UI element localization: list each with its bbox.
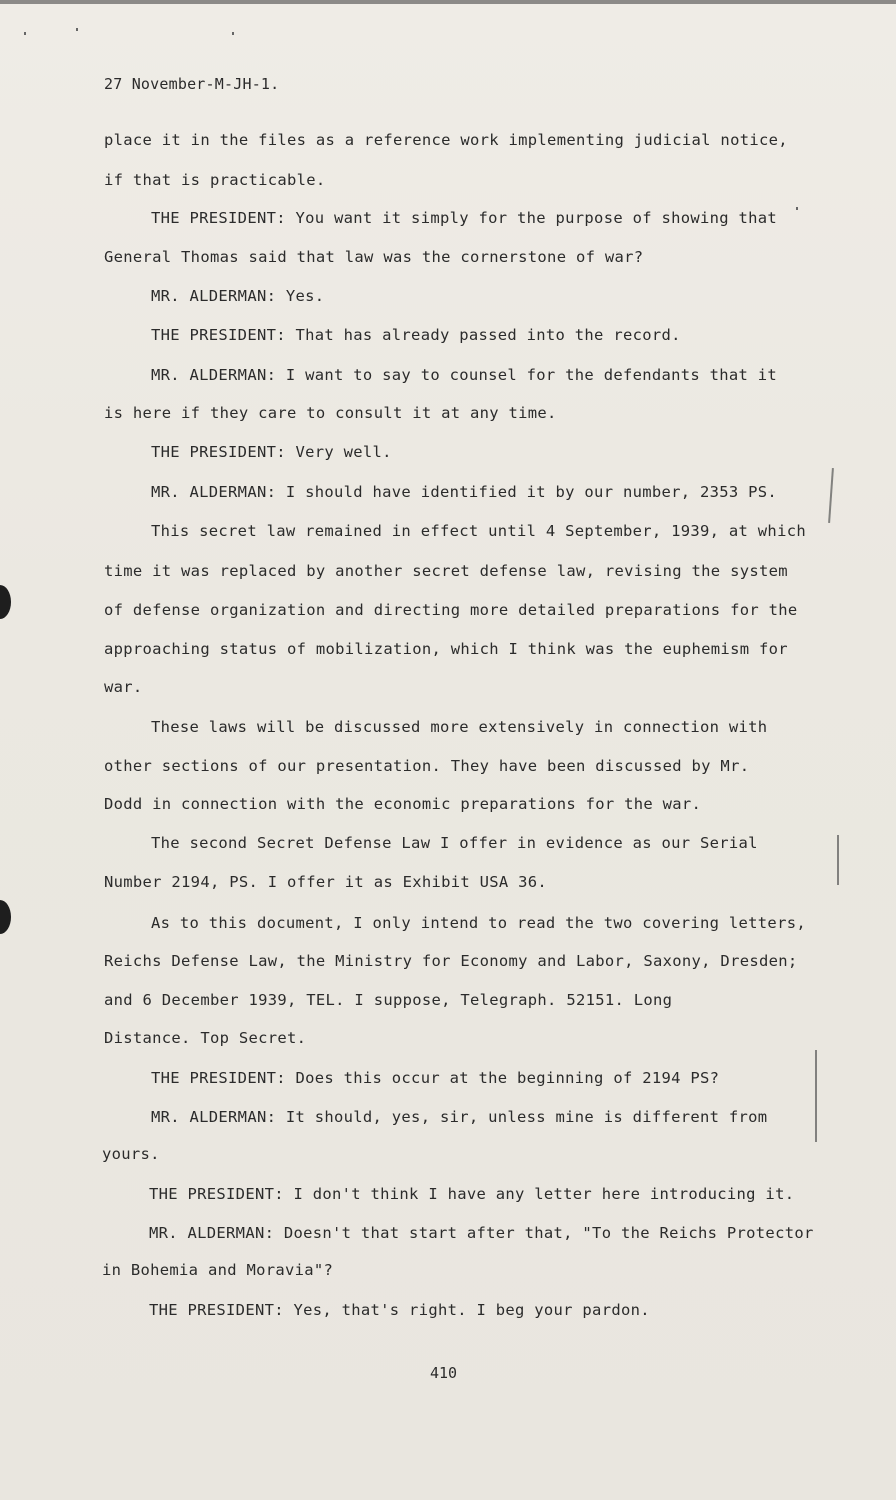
text-line-23: and 6 December 1939, TEL. I suppose, Telegraph. 52151. Long xyxy=(104,991,673,1009)
margin-mark-1 xyxy=(828,468,834,523)
text-line-30: in Bohemia and Moravia"? xyxy=(102,1261,334,1279)
text-line-26: MR. ALDERMAN: It should, yes, sir, unless mine is different from xyxy=(151,1108,768,1126)
text-line-8: is here if they care to consult it at any time. xyxy=(104,404,557,422)
text-line-10: MR. ALDERMAN: I should have identified it by our number, 2353 PS. xyxy=(151,483,778,501)
text-line-18: Dodd in connection with the economic preparations for the war. xyxy=(104,795,702,813)
margin-mark-2 xyxy=(837,835,839,885)
text-line-14: approaching status of mobilization, which I think was the euphemism for xyxy=(104,640,788,658)
text-line-4: General Thomas said that law was the cornerstone of war? xyxy=(104,248,644,266)
speck-3 xyxy=(232,32,234,35)
document-header: 27 November-M-JH-1. xyxy=(104,75,280,93)
speck-1 xyxy=(24,32,26,35)
text-line-16: These laws will be discussed more extensively in connection with xyxy=(151,718,768,736)
text-line-2: if that is practicable. xyxy=(104,171,326,189)
text-line-9: THE PRESIDENT: Very well. xyxy=(151,443,392,461)
text-line-28: THE PRESIDENT: I don't think I have any letter here introducing it. xyxy=(149,1185,795,1203)
text-line-7: MR. ALDERMAN: I want to say to counsel for the defendants that it xyxy=(151,366,778,384)
text-line-21: As to this document, I only intend to read the two covering letters, xyxy=(151,914,806,932)
text-line-25: THE PRESIDENT: Does this occur at the beginning of 2194 PS? xyxy=(151,1069,720,1087)
text-line-12: time it was replaced by another secret defense law, revising the system xyxy=(104,562,788,580)
binder-hole-upper xyxy=(0,585,11,619)
text-line-5: MR. ALDERMAN: Yes. xyxy=(151,287,325,305)
text-line-11: This secret law remained in effect until 4 September, 1939, at which xyxy=(151,522,806,540)
text-line-3: THE PRESIDENT: You want it simply for the purpose of showing that xyxy=(151,209,778,227)
page-top-edge xyxy=(0,0,896,4)
margin-mark-3 xyxy=(815,1050,817,1142)
text-line-13: of defense organization and directing more detailed preparations for the xyxy=(104,601,798,619)
page-number: 410 xyxy=(430,1364,458,1382)
text-line-29: MR. ALDERMAN: Doesn't that start after that, "To the Reichs Protector xyxy=(149,1224,814,1242)
text-line-6: THE PRESIDENT: That has already passed into the record. xyxy=(151,326,681,344)
text-line-22: Reichs Defense Law, the Ministry for Economy and Labor, Saxony, Dresden; xyxy=(104,952,798,970)
binder-hole-lower xyxy=(0,900,11,934)
text-line-24: Distance. Top Secret. xyxy=(104,1029,307,1047)
text-line-27: yours. xyxy=(102,1145,160,1163)
speck-2 xyxy=(76,28,78,31)
speck-4 xyxy=(796,207,798,210)
text-line-19: The second Secret Defense Law I offer in evidence as our Serial xyxy=(151,834,758,852)
text-line-17: other sections of our presentation. They have been discussed by Mr. xyxy=(104,757,750,775)
text-line-20: Number 2194, PS. I offer it as Exhibit USA 36. xyxy=(104,873,548,891)
text-line-15: war. xyxy=(104,678,143,696)
text-line-31: THE PRESIDENT: Yes, that's right. I beg your pardon. xyxy=(149,1301,650,1319)
text-line-1: place it in the files as a reference work implementing judicial notice, xyxy=(104,131,788,149)
